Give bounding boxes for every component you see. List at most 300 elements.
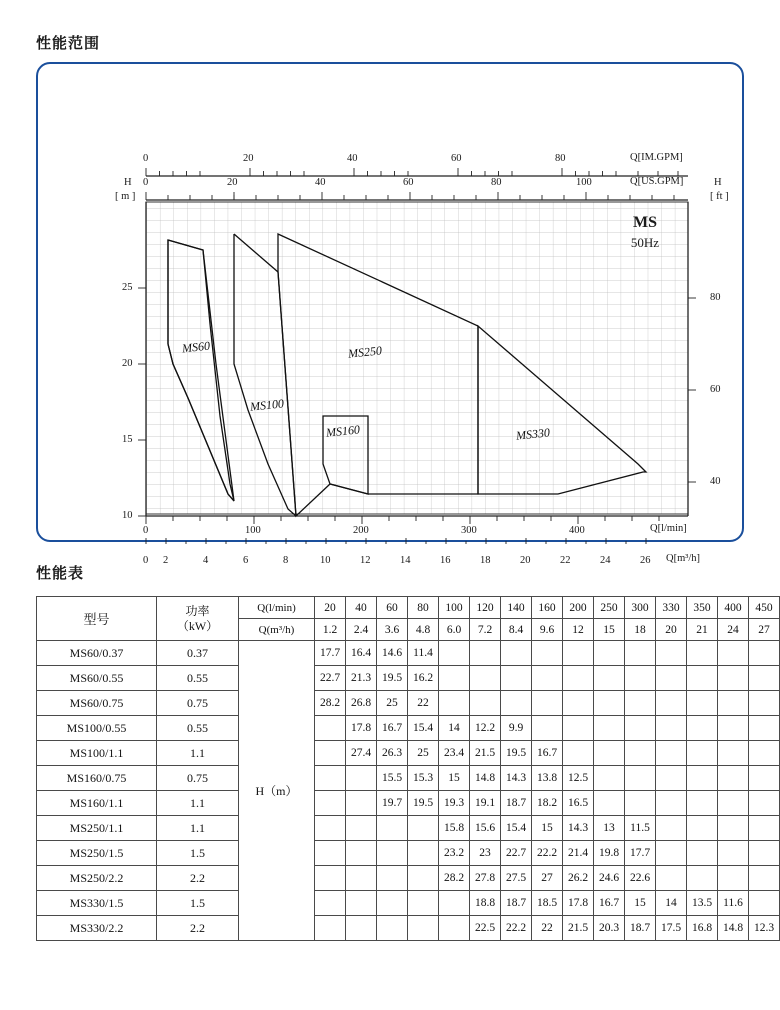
- cell-head: [501, 691, 532, 716]
- cell-head: 22.7: [315, 666, 346, 691]
- tick-imgpm-60: 60: [451, 153, 462, 164]
- cell-head: 22.5: [470, 916, 501, 941]
- cell-head: [749, 766, 780, 791]
- header-q-lmin: Q(l/min): [239, 597, 315, 619]
- cell-head: [594, 791, 625, 816]
- cell-head: [749, 866, 780, 891]
- cell-head: 14.6: [377, 641, 408, 666]
- table-row: [37, 841, 780, 866]
- cell-power: 1.1: [157, 791, 239, 816]
- tick-lmin-100: 100: [245, 525, 261, 536]
- header-q-m3h-5: 7.2: [470, 619, 501, 641]
- cell-model: MS160/0.75: [37, 766, 157, 791]
- cell-head: [656, 841, 687, 866]
- cell-head: [656, 791, 687, 816]
- cell-head: 27.8: [470, 866, 501, 891]
- tick-m3h-24: 24: [600, 555, 611, 566]
- cell-head: [408, 916, 439, 941]
- header-q-m3h-1: 2.4: [346, 619, 377, 641]
- tick-hft-80: 80: [710, 292, 721, 303]
- cell-head: 16.8: [687, 916, 718, 941]
- cell-head: 23.4: [439, 741, 470, 766]
- cell-head: 17.8: [346, 716, 377, 741]
- cell-head: [687, 791, 718, 816]
- cell-head: 21.4: [563, 841, 594, 866]
- cell-head: 13: [594, 816, 625, 841]
- header-q-lmin-10: 300: [625, 597, 656, 619]
- cell-head: [687, 691, 718, 716]
- header-q-m3h-13: 24: [718, 619, 749, 641]
- cell-head: 21.5: [563, 916, 594, 941]
- header-q-m3h-11: 20: [656, 619, 687, 641]
- tick-hft-60: 60: [710, 384, 721, 395]
- curve-label-ms330: MS330: [515, 425, 551, 443]
- cell-head: 19.8: [594, 841, 625, 866]
- cell-head: 15.6: [470, 816, 501, 841]
- table-row: [37, 691, 780, 716]
- cell-head: [346, 816, 377, 841]
- tick-m3h-10: 10: [320, 555, 331, 566]
- table-row: [37, 891, 780, 916]
- cell-head: [315, 841, 346, 866]
- tick-h-10: 10: [122, 510, 133, 521]
- header-power-line2: （kW）: [176, 618, 219, 633]
- cell-head: 26.2: [563, 866, 594, 891]
- cell-head: [625, 766, 656, 791]
- curve-label-ms250: MS250: [347, 343, 383, 361]
- cell-head: [594, 641, 625, 666]
- cell-power: 1.5: [157, 841, 239, 866]
- cell-head: 15: [532, 816, 563, 841]
- header-power-line1: 功率: [185, 603, 210, 618]
- cell-head: [718, 766, 749, 791]
- tick-usgpm-60: 60: [403, 177, 414, 188]
- tick-imgpm-80: 80: [555, 153, 566, 164]
- cell-head: [718, 741, 749, 766]
- axis-label-h-ft-unit: [ ft ]: [710, 191, 729, 202]
- cell-head: [656, 666, 687, 691]
- header-q-m3h-9: 15: [594, 619, 625, 641]
- cell-head: 14: [656, 891, 687, 916]
- cell-head: [563, 666, 594, 691]
- cell-head: [718, 716, 749, 741]
- tick-usgpm-0: 0: [143, 177, 149, 188]
- cell-head: [718, 641, 749, 666]
- curve-label-ms100: MS100: [249, 396, 285, 414]
- cell-head: 19.1: [470, 791, 501, 816]
- cell-head: [656, 641, 687, 666]
- header-q-lmin-14: 450: [749, 597, 780, 619]
- cell-head: [439, 916, 470, 941]
- cell-head: 14.8: [718, 916, 749, 941]
- axis-label-imgpm: Q[IM.GPM]: [630, 152, 683, 163]
- table-row: [37, 866, 780, 891]
- tick-imgpm-20: 20: [243, 153, 254, 164]
- cell-head: 15.4: [501, 816, 532, 841]
- header-q-lmin-9: 250: [594, 597, 625, 619]
- header-q-m3h-3: 4.8: [408, 619, 439, 641]
- cell-head: [625, 716, 656, 741]
- table-row: [37, 791, 780, 816]
- axis-label-h-m-top: H: [124, 177, 132, 188]
- cell-head: 23: [470, 841, 501, 866]
- cell-head: [687, 816, 718, 841]
- cell-head: [315, 866, 346, 891]
- cell-model: MS250/1.5: [37, 841, 157, 866]
- cell-head: [315, 716, 346, 741]
- cell-head: 13.8: [532, 766, 563, 791]
- cell-head: [377, 891, 408, 916]
- cell-head: 28.2: [439, 866, 470, 891]
- cell-head: [656, 866, 687, 891]
- cell-head: [749, 691, 780, 716]
- cell-head: 15.5: [377, 766, 408, 791]
- tick-lmin-200: 200: [353, 525, 369, 536]
- cell-head: 23.2: [439, 841, 470, 866]
- header-q-m3h-8: 12: [563, 619, 594, 641]
- cell-head: 16.7: [532, 741, 563, 766]
- table-row: [37, 641, 780, 666]
- cell-power: 1.1: [157, 816, 239, 841]
- table-row: [37, 916, 780, 941]
- cell-head: 22: [408, 691, 439, 716]
- cell-head: [346, 916, 377, 941]
- cell-head: 14.3: [563, 816, 594, 841]
- cell-head: [656, 691, 687, 716]
- cell-head: 26.3: [377, 741, 408, 766]
- header-q-lmin-13: 400: [718, 597, 749, 619]
- cell-head: 16.4: [346, 641, 377, 666]
- cell-power: 2.2: [157, 866, 239, 891]
- cell-head: [408, 866, 439, 891]
- cell-head: [625, 691, 656, 716]
- cell-head: [749, 841, 780, 866]
- axis-label-lmin: Q[l/min]: [650, 523, 687, 534]
- cell-head: 17.7: [625, 841, 656, 866]
- cell-head: [625, 791, 656, 816]
- cell-head: [687, 741, 718, 766]
- cell-head: [315, 766, 346, 791]
- page-title-performance-table: 性能表: [36, 565, 85, 582]
- cell-power: 1.5: [157, 891, 239, 916]
- tick-h-25: 25: [122, 282, 133, 293]
- cell-head: 22.2: [532, 841, 563, 866]
- cell-head: 16.7: [594, 891, 625, 916]
- cell-head: 19.5: [408, 791, 439, 816]
- cell-head: [470, 691, 501, 716]
- tick-lmin-300: 300: [461, 525, 477, 536]
- cell-head: [532, 716, 563, 741]
- cell-head: 27: [532, 866, 563, 891]
- header-q-m3h-2: 3.6: [377, 619, 408, 641]
- cell-head: [656, 741, 687, 766]
- tick-m3h-12: 12: [360, 555, 371, 566]
- tick-usgpm-80: 80: [491, 177, 502, 188]
- cell-head: 15: [625, 891, 656, 916]
- header-q-m3h-6: 8.4: [501, 619, 532, 641]
- cell-power: 0.75: [157, 766, 239, 791]
- cell-head: 22.6: [625, 866, 656, 891]
- cell-head: [408, 841, 439, 866]
- cell-head: [749, 641, 780, 666]
- cell-model: MS160/1.1: [37, 791, 157, 816]
- chart-subtitle: 50Hz: [630, 234, 660, 250]
- cell-head: [377, 866, 408, 891]
- tick-h-20: 20: [122, 358, 133, 369]
- cell-head: [594, 691, 625, 716]
- cell-head: [315, 791, 346, 816]
- cell-head: [594, 716, 625, 741]
- cell-head: [718, 841, 749, 866]
- cell-head: 19.5: [377, 666, 408, 691]
- cell-head: [346, 866, 377, 891]
- cell-head: [625, 666, 656, 691]
- cell-head: [687, 841, 718, 866]
- cell-head: 9.9: [501, 716, 532, 741]
- cell-head: [315, 891, 346, 916]
- cell-head: 12.3: [749, 916, 780, 941]
- cell-head: [718, 666, 749, 691]
- cell-model: MS60/0.55: [37, 666, 157, 691]
- cell-head: 19.3: [439, 791, 470, 816]
- header-power: [157, 597, 239, 641]
- cell-head: [656, 766, 687, 791]
- cell-head: [594, 741, 625, 766]
- cell-head: 11.5: [625, 816, 656, 841]
- cell-head: 15.3: [408, 766, 439, 791]
- cell-head: 27.4: [346, 741, 377, 766]
- cell-head: 13.5: [687, 891, 718, 916]
- header-q-lmin-4: 100: [439, 597, 470, 619]
- axis-label-h-m-unit: [ m ]: [115, 191, 136, 202]
- cell-head: [687, 766, 718, 791]
- page-title-performance-range: 性能范围: [36, 35, 101, 52]
- tick-usgpm-100: 100: [576, 177, 592, 188]
- cell-head: [315, 916, 346, 941]
- cell-head: [532, 641, 563, 666]
- performance-table: [36, 596, 780, 941]
- cell-head: [346, 841, 377, 866]
- cell-head: 28.2: [315, 691, 346, 716]
- axis-label-usgpm: Q[US.GPM]: [630, 176, 684, 187]
- cell-head: 27.5: [501, 866, 532, 891]
- tick-m3h-18: 18: [480, 555, 491, 566]
- cell-head: [656, 716, 687, 741]
- header-h-m: H（m）: [239, 641, 315, 941]
- cell-head: 21.3: [346, 666, 377, 691]
- tick-lmin-0: 0: [143, 525, 149, 536]
- header-q-lmin-2: 60: [377, 597, 408, 619]
- cell-head: [687, 666, 718, 691]
- tick-m3h-2: 2: [163, 555, 169, 566]
- cell-head: 11.6: [718, 891, 749, 916]
- tick-m3h-6: 6: [243, 555, 249, 566]
- tick-usgpm-20: 20: [227, 177, 238, 188]
- tick-m3h-14: 14: [400, 555, 411, 566]
- header-q-m3h-4: 6.0: [439, 619, 470, 641]
- cell-head: [377, 816, 408, 841]
- cell-model: MS60/0.37: [37, 641, 157, 666]
- cell-head: [501, 641, 532, 666]
- cell-head: [346, 791, 377, 816]
- axis-label-m3h: Q[m³/h]: [666, 553, 701, 564]
- curve-label-ms160: MS160: [325, 422, 361, 440]
- cell-power: 0.55: [157, 666, 239, 691]
- tick-m3h-0: 0: [143, 555, 149, 566]
- cell-head: 16.5: [563, 791, 594, 816]
- cell-head: 19.5: [501, 741, 532, 766]
- tick-m3h-8: 8: [283, 555, 289, 566]
- cell-head: [377, 916, 408, 941]
- table-row: [37, 816, 780, 841]
- cell-head: [501, 666, 532, 691]
- cell-head: [439, 891, 470, 916]
- cell-model: MS330/1.5: [37, 891, 157, 916]
- cell-model: MS330/2.2: [37, 916, 157, 941]
- tick-m3h-4: 4: [203, 555, 209, 566]
- cell-head: 24.6: [594, 866, 625, 891]
- cell-head: 14.8: [470, 766, 501, 791]
- cell-head: [470, 641, 501, 666]
- cell-head: 17.7: [315, 641, 346, 666]
- header-q-lmin-11: 330: [656, 597, 687, 619]
- cell-head: 18.5: [532, 891, 563, 916]
- cell-head: 18.7: [501, 791, 532, 816]
- cell-head: [532, 691, 563, 716]
- cell-head: [625, 741, 656, 766]
- cell-power: 1.1: [157, 741, 239, 766]
- cell-head: [687, 641, 718, 666]
- cell-head: 17.8: [563, 891, 594, 916]
- header-q-lmin-5: 120: [470, 597, 501, 619]
- cell-head: [439, 666, 470, 691]
- header-q-m3h-10: 18: [625, 619, 656, 641]
- tick-usgpm-40: 40: [315, 177, 326, 188]
- cell-head: 12.5: [563, 766, 594, 791]
- tick-m3h-16: 16: [440, 555, 451, 566]
- cell-head: 22.7: [501, 841, 532, 866]
- curve-label-ms60: MS60: [181, 338, 211, 356]
- cell-head: 12.2: [470, 716, 501, 741]
- cell-power: 0.75: [157, 691, 239, 716]
- cell-head: 18.7: [625, 916, 656, 941]
- cell-head: [749, 741, 780, 766]
- cell-head: 20.3: [594, 916, 625, 941]
- cell-head: [625, 641, 656, 666]
- cell-model: MS100/0.55: [37, 716, 157, 741]
- tick-m3h-20: 20: [520, 555, 531, 566]
- cell-model: MS100/1.1: [37, 741, 157, 766]
- tick-h-15: 15: [122, 434, 133, 445]
- cell-head: [749, 791, 780, 816]
- header-q-lmin-3: 80: [408, 597, 439, 619]
- cell-head: [563, 741, 594, 766]
- cell-head: 17.5: [656, 916, 687, 941]
- cell-head: 21.5: [470, 741, 501, 766]
- cell-head: [439, 691, 470, 716]
- cell-head: 19.7: [377, 791, 408, 816]
- cell-head: 22: [532, 916, 563, 941]
- cell-head: 25: [377, 691, 408, 716]
- cell-head: [563, 691, 594, 716]
- cell-head: [594, 666, 625, 691]
- cell-head: [563, 641, 594, 666]
- cell-head: [749, 816, 780, 841]
- header-q-lmin-7: 160: [532, 597, 563, 619]
- table-row: [37, 766, 780, 791]
- cell-model: MS60/0.75: [37, 691, 157, 716]
- cell-power: 2.2: [157, 916, 239, 941]
- cell-head: [346, 891, 377, 916]
- cell-head: [532, 666, 563, 691]
- cell-head: 14.3: [501, 766, 532, 791]
- header-q-m3h-7: 9.6: [532, 619, 563, 641]
- cell-power: 0.55: [157, 716, 239, 741]
- cell-power: 0.37: [157, 641, 239, 666]
- header-q-lmin-1: 40: [346, 597, 377, 619]
- cell-head: [749, 666, 780, 691]
- cell-head: 15.8: [439, 816, 470, 841]
- cell-head: 15: [439, 766, 470, 791]
- cell-head: [439, 641, 470, 666]
- cell-head: [656, 816, 687, 841]
- tick-imgpm-0: 0: [143, 153, 149, 164]
- cell-model: MS250/1.1: [37, 816, 157, 841]
- header-q-lmin-12: 350: [687, 597, 718, 619]
- cell-head: [718, 691, 749, 716]
- header-q-m3h-14: 27: [749, 619, 780, 641]
- performance-curve-chart: [38, 64, 746, 544]
- cell-head: 18.2: [532, 791, 563, 816]
- cell-head: 18.8: [470, 891, 501, 916]
- header-q-lmin-6: 140: [501, 597, 532, 619]
- cell-head: [408, 891, 439, 916]
- cell-head: [377, 841, 408, 866]
- chart-series-badge: [612, 212, 678, 251]
- table-row: [37, 666, 780, 691]
- cell-head: [687, 866, 718, 891]
- cell-head: 16.2: [408, 666, 439, 691]
- cell-head: 15.4: [408, 716, 439, 741]
- performance-range-chart-panel: [36, 62, 744, 566]
- tick-imgpm-40: 40: [347, 153, 358, 164]
- cell-head: [470, 666, 501, 691]
- header-model: 型号: [37, 597, 157, 641]
- cell-head: [718, 816, 749, 841]
- cell-head: 16.7: [377, 716, 408, 741]
- table-header-row-1: [37, 597, 780, 619]
- cell-head: [315, 741, 346, 766]
- tick-hft-40: 40: [710, 476, 721, 487]
- cell-head: 14: [439, 716, 470, 741]
- cell-head: 18.7: [501, 891, 532, 916]
- cell-head: 11.4: [408, 641, 439, 666]
- cell-head: [749, 891, 780, 916]
- header-q-m3h-0: 1.2: [315, 619, 346, 641]
- cell-head: 25: [408, 741, 439, 766]
- table-row: [37, 716, 780, 741]
- cell-head: 26.8: [346, 691, 377, 716]
- header-q-lmin-0: 20: [315, 597, 346, 619]
- header-q-m3h: Q(m³/h): [239, 619, 315, 641]
- cell-head: [315, 816, 346, 841]
- tick-m3h-22: 22: [560, 555, 571, 566]
- cell-head: [718, 791, 749, 816]
- cell-head: [749, 716, 780, 741]
- table-row: [37, 741, 780, 766]
- cell-head: [346, 766, 377, 791]
- cell-head: 22.2: [501, 916, 532, 941]
